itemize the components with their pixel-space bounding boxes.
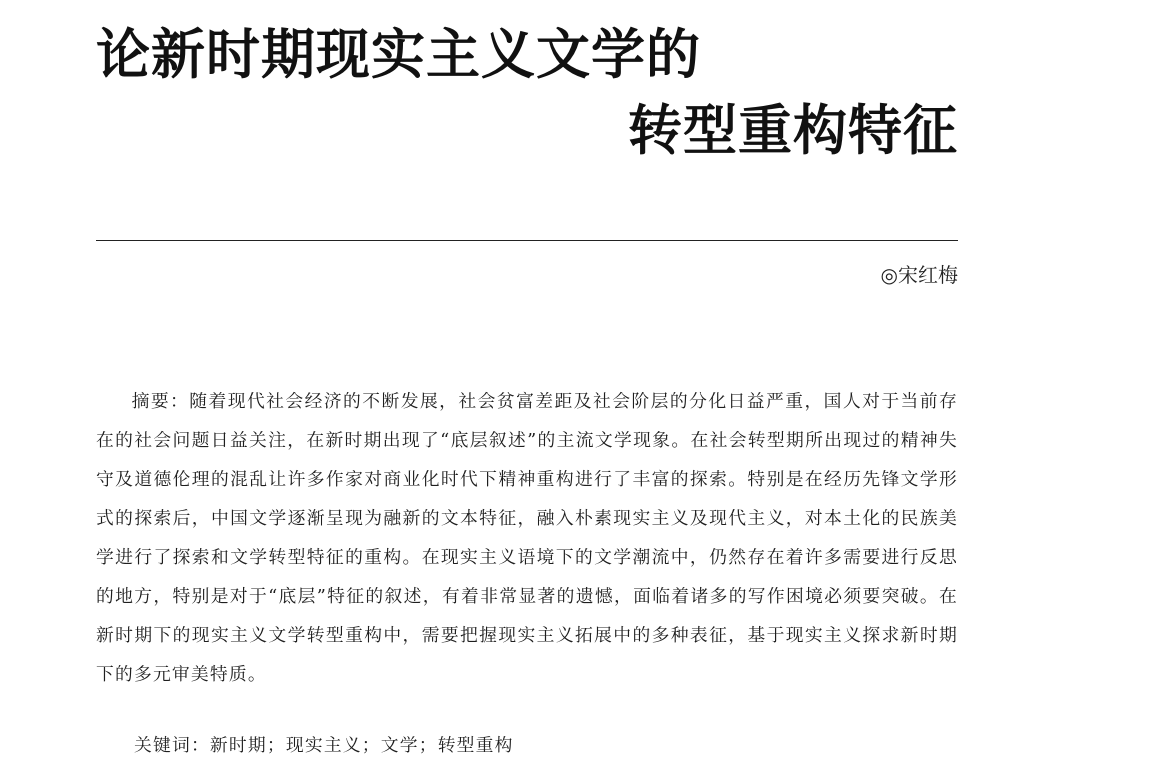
title-divider [96,240,958,241]
keywords-line: 关键词：新时期；现实主义；文学；转型重构 [134,735,514,756]
author-name: ◎宋红梅 [880,263,958,287]
abstract-paragraph: 摘要：随着现代社会经济的不断发展，社会贫富差距及社会阶层的分化日益严重，国人对于当前存在的社会问题日益关注，在新时期出现了“底层叙述”的主流文学现象。在社会转型期所出现过的精神失守及道德伦理的混乱让许多作家对商业化时代下精神重构进行了丰富的探索。特别是在经历先锋文学形式的探索后，中国文学逐渐呈现为融新的文本特征，融入朴素现实主义及现代主义，对本土化的民族美学进行了探索和文学转型特征的重构。在现实主义语境下的文学潮流中，仍然存在着许多需要进行反思的地方，特别是对于“底层”特征的叙述，有着非常显著的遗憾，面临着诸多的写作困境必须要突破。在新时期下的现实主义文学转型重构中，需要把握现实主义拓展中的多种表征，基于现实主义探求新时期下的多元审美特质。 [96,391,958,685]
article-title-line-1: 论新时期现实主义文学的 [96,23,701,86]
article-title-line-2: 转型重构特征 [628,99,958,162]
